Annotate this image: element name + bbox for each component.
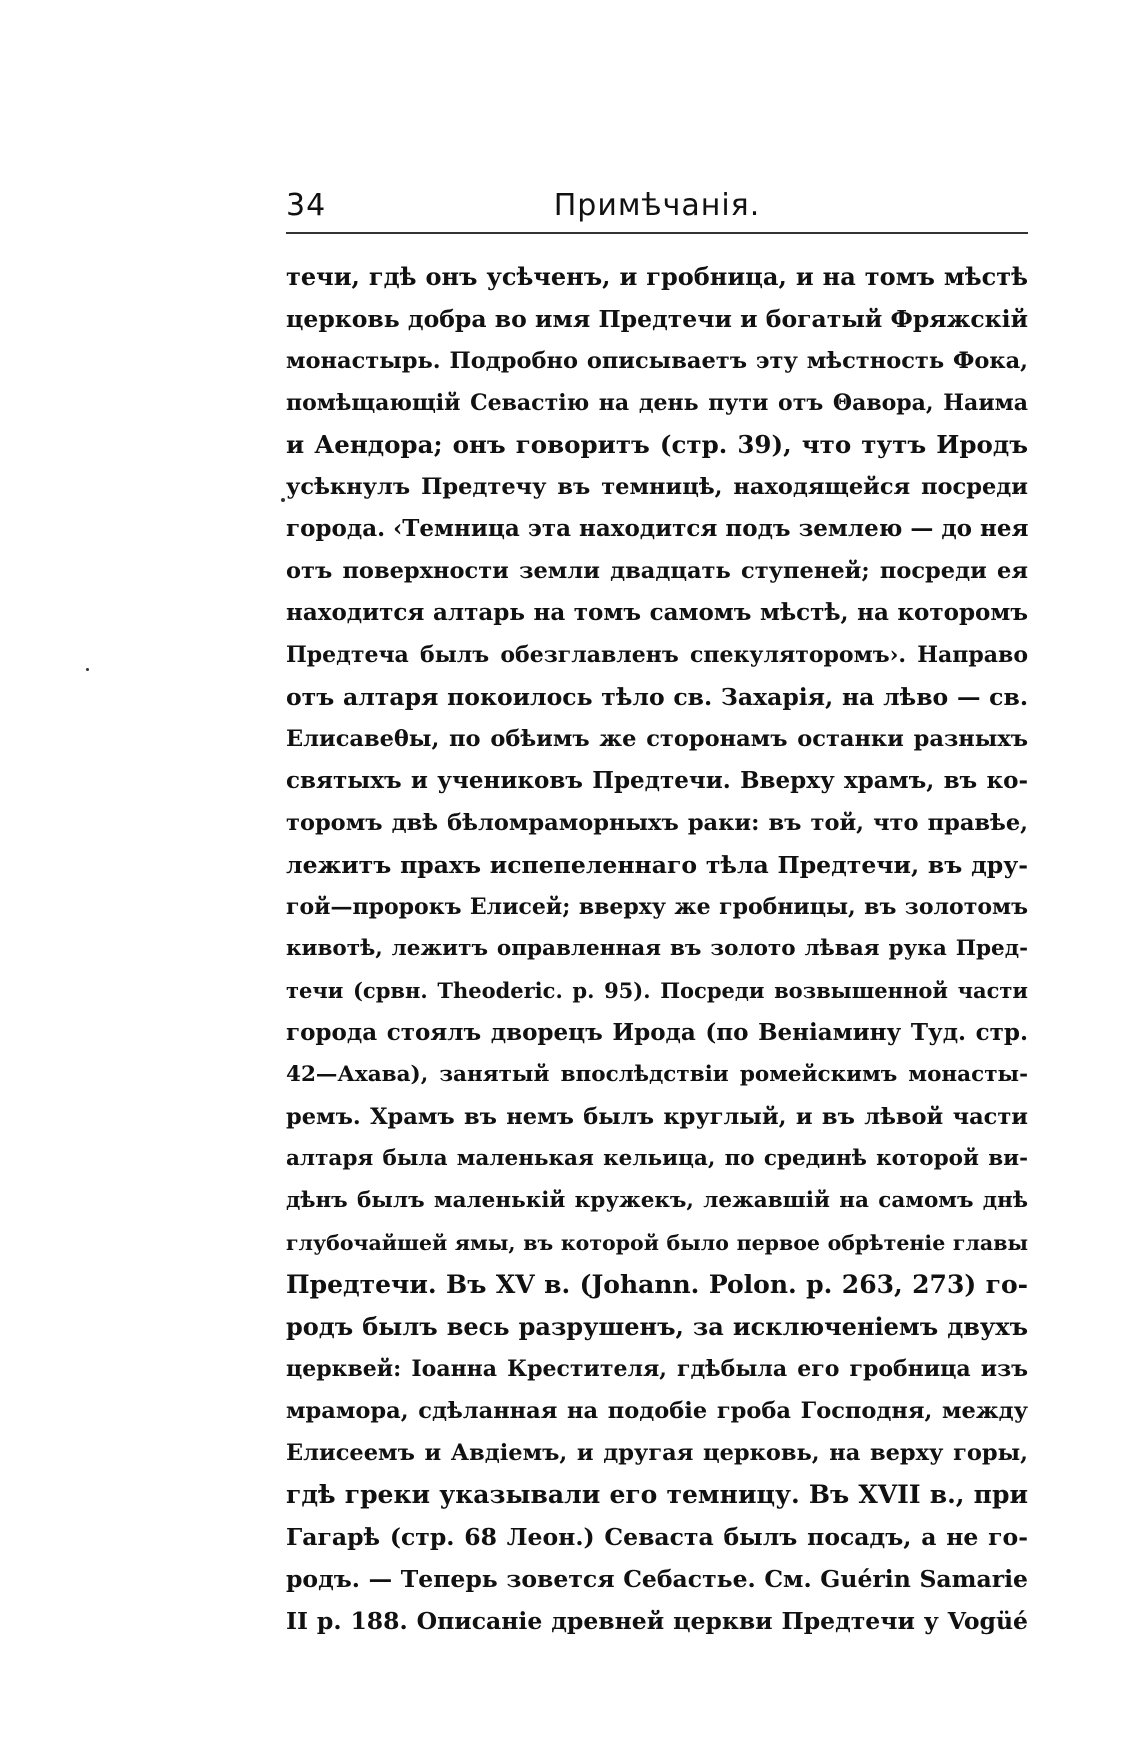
- text-line: родъ. — Теперь зовется Себастье. См. Guérin Samarie: [286, 1565, 1028, 1593]
- text-line: церковь добра во имя Предтечи и богатый Фряжскій: [286, 305, 1028, 333]
- text-line: церквей: Іоанна Крестителя, гдѣбыла его гробница изъ: [286, 1356, 1028, 1382]
- text-line: Предтеча былъ обезглавленъ спекуляторомъ›. Направо: [286, 642, 1028, 668]
- text-line: города стоялъ дворецъ Ирода (по Веніамину Туд. стр.: [286, 1019, 1028, 1046]
- page-number: 34: [286, 188, 327, 223]
- page: [286, 188, 1028, 1642]
- text-line: отъ поверхности земли двадцать ступеней; посреди ея: [286, 558, 1028, 584]
- header-rule: [286, 232, 1028, 234]
- text-line: города. ‹Темница эта находится подъ землею — до нея: [286, 515, 1028, 542]
- text-line: монастырь. Подробно описываетъ эту мѣстность Фока,: [286, 348, 1028, 374]
- text-line: течи (срвн. Theoderic. p. 95). Посреди возвышенной части: [286, 978, 1028, 1003]
- text-line: находится алтарь на томъ самомъ мѣстѣ, на которомъ: [286, 599, 1028, 626]
- running-title: Примѣчанія.: [553, 188, 761, 223]
- text-line: Предтечи. Въ XV в. (Johann. Polon. p. 263, 273) го-: [286, 1270, 1028, 1299]
- text-line: усѣкнулъ Предтечу въ темницѣ, находящейся посреди: [286, 474, 1028, 500]
- text-line: гдѣ греки указывали его темницу. Въ XVII в., при: [286, 1480, 1028, 1509]
- body-text: [286, 256, 1028, 1642]
- text-line: родъ былъ весь разрушенъ, за исключеніемъ двухъ: [286, 1312, 1028, 1341]
- text-line: 42—Ахава), занятый впослѣдствіи ромейскимъ монасты-: [286, 1062, 1028, 1087]
- text-line: торомъ двѣ бѣломраморныхъ раки: въ той, что правѣе,: [286, 810, 1028, 836]
- text-line: святыхъ и учениковъ Предтечи. Вверху храмъ, въ ко-: [286, 767, 1028, 794]
- page-header: [286, 188, 1028, 232]
- text-line: отъ алтаря покоилось тѣло св. Захарія, на лѣво — св.: [286, 683, 1028, 711]
- text-line: помѣщающій Севастію на день пути отъ Θавора, Наима: [286, 390, 1028, 416]
- margin-speck: [86, 668, 89, 671]
- text-line: Елисавеθы, по обѣимъ же сторонамъ останки разныхъ: [286, 726, 1028, 752]
- text-line: Елисеемъ и Авдіемъ, и другая церковь, на верху горы,: [286, 1440, 1028, 1466]
- text-line: дѣнъ былъ маленькій кружекъ, лежавшій на самомъ днѣ: [286, 1188, 1028, 1213]
- text-line: мрамора, сдѣланная на подобіе гроба Господня, между: [286, 1398, 1028, 1424]
- text-line: лежитъ прахъ испепеленнаго тѣла Предтечи, въ дру-: [286, 851, 1028, 879]
- text-line: алтаря была маленькая кельица, по срединѣ которой ви-: [286, 1146, 1028, 1171]
- text-line: кивотѣ, лежитъ оправленная въ золото лѣвая рука Пред-: [286, 936, 1028, 961]
- text-line: гой—пророкъ Елисей; вверху же гробницы, въ золотомъ: [286, 894, 1028, 920]
- text-line: глубочайшей ямы, въ которой было первое обрѣтеніе главы: [286, 1231, 1028, 1255]
- text-line: Гагарѣ (стр. 68 Леон.) Севаста былъ посадъ, а не го-: [286, 1523, 1028, 1551]
- text-line: течи, гдѣ онъ усѣченъ, и гробница, и на томъ мѣстѣ: [286, 262, 1028, 291]
- text-line: и Аендора; онъ говоритъ (стр. 39), что тутъ Иродъ: [286, 430, 1028, 459]
- text-line: II p. 188. Описаніе древней церкви Предтечи у Vogüé: [286, 1607, 1028, 1635]
- text-line: ремъ. Храмъ въ немъ былъ круглый, и въ лѣвой части: [286, 1104, 1028, 1130]
- margin-speck: [281, 498, 285, 502]
